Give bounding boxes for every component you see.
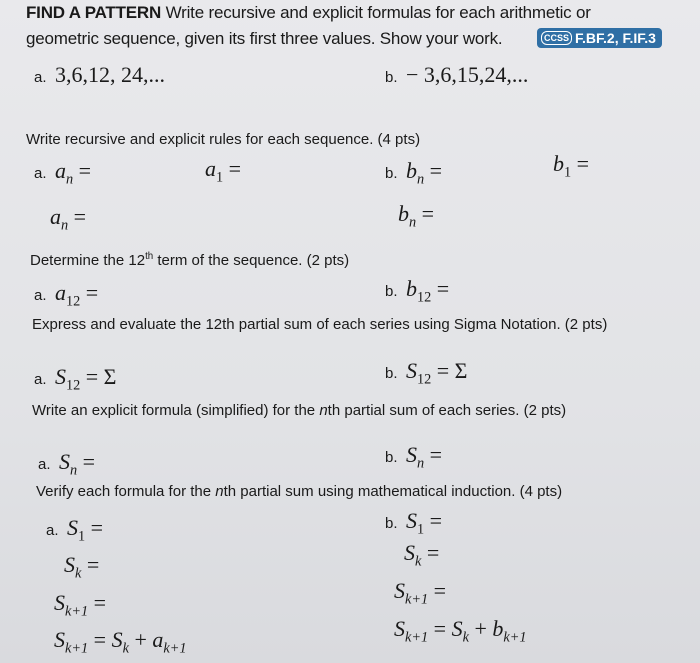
s3-b: b. $S_{12} = \Sigma$ [385,358,468,388]
section2-heading [30,251,349,269]
s3-b-label: b. [385,365,398,382]
s5-a-sk: $S_k$ = [64,552,100,582]
s5-a-s1: a. $S_1$ = [46,515,104,545]
s3-a-label: a. [34,371,47,388]
s2-a: a. $a_{12}$ = [34,280,99,310]
s5-a-label: a. [46,522,59,539]
s5-b-s1: b. $S_1$ = [385,508,443,538]
s5-a-sk1: $S_{k+1}$ = [54,590,107,620]
sequence-a-label: a. [34,69,47,86]
s2-heading-sup: th [145,251,154,262]
title-line1: Write recursive and explicit formulas for each arithmetic or [161,3,591,22]
sequence-b-label: b. [385,69,398,86]
s4-heading-pre: Write an explicit formula (simplified) for the [32,402,320,419]
section3-heading: Express and evaluate the 12th partial sum of each series using Sigma Notation. (2 pts) [32,316,608,333]
standards-badge [537,28,662,48]
s4-heading-n: n [319,402,328,419]
s1-a-label: a. [34,165,47,182]
s4-a: a. $S_n$ = [38,449,96,479]
s1-b-label: b. [385,165,398,182]
section1-heading: Write recursive and explicit rules for each sequence. (4 pts) [26,131,421,148]
title-line2: geometric sequence, given its first three values. Show your work. [26,29,503,48]
ccss-icon: CCSS [541,31,572,45]
sequence-a-value: 3,6,12, 24,... [54,62,165,87]
s5-b-label: b. [385,515,398,532]
s3-a: a. $S_{12} = \Sigma$ [34,364,117,394]
s5-heading-n: n [215,483,224,500]
s4-heading-post: th partial sum of each series. (2 pts) [327,402,567,419]
header-line-1 [26,3,591,23]
s2-a-label: a. [34,287,47,304]
section4-heading [32,402,566,419]
s1-b-b1: $b_1$ = [553,151,590,181]
s2-heading-post: term of the sequence. (2 pts) [153,252,350,269]
s2-b: b. $b_{12}$ = [385,276,450,306]
s5-a-sk1-sum: $S_{k+1} = S_k + a_{k+1}$ [54,627,187,657]
s1-a-an: a. $a_n$ = [34,158,92,188]
s2-b-label: b. [385,283,398,300]
s1-a-a1: $a_1$ = [205,156,242,186]
sequence-b [385,62,528,88]
section5-heading [36,483,562,500]
s5-heading-pre: Verify each formula for the [36,483,216,500]
s4-a-label: a. [38,456,51,473]
s5-b-sk1: $S_{k+1}$ = [394,578,447,608]
badge-text: F.BF.2, F.IF.3 [575,30,656,46]
s5-b-sk: $S_k$ = [404,540,440,570]
sequence-a [34,62,165,88]
s4-b: b. $S_n$ = [385,442,443,472]
s5-heading-post: th partial sum using mathematical induction. (4 pts) [223,483,563,500]
s5-b-sk1-sum: $S_{k+1} = S_k + b_{k+1}$ [394,616,527,646]
title-bold: FIND A PATTERN [26,3,162,22]
s4-b-label: b. [385,449,398,466]
s1-b-bn: b. $b_n$ = [385,158,443,188]
sequence-b-value: − 3,6,15,24,... [405,62,529,87]
s1-a-explicit: $a_n$ = [50,204,87,234]
s2-heading-pre: Determine the 12 [30,252,146,269]
s1-b-explicit: $b_n$ = [398,201,435,231]
